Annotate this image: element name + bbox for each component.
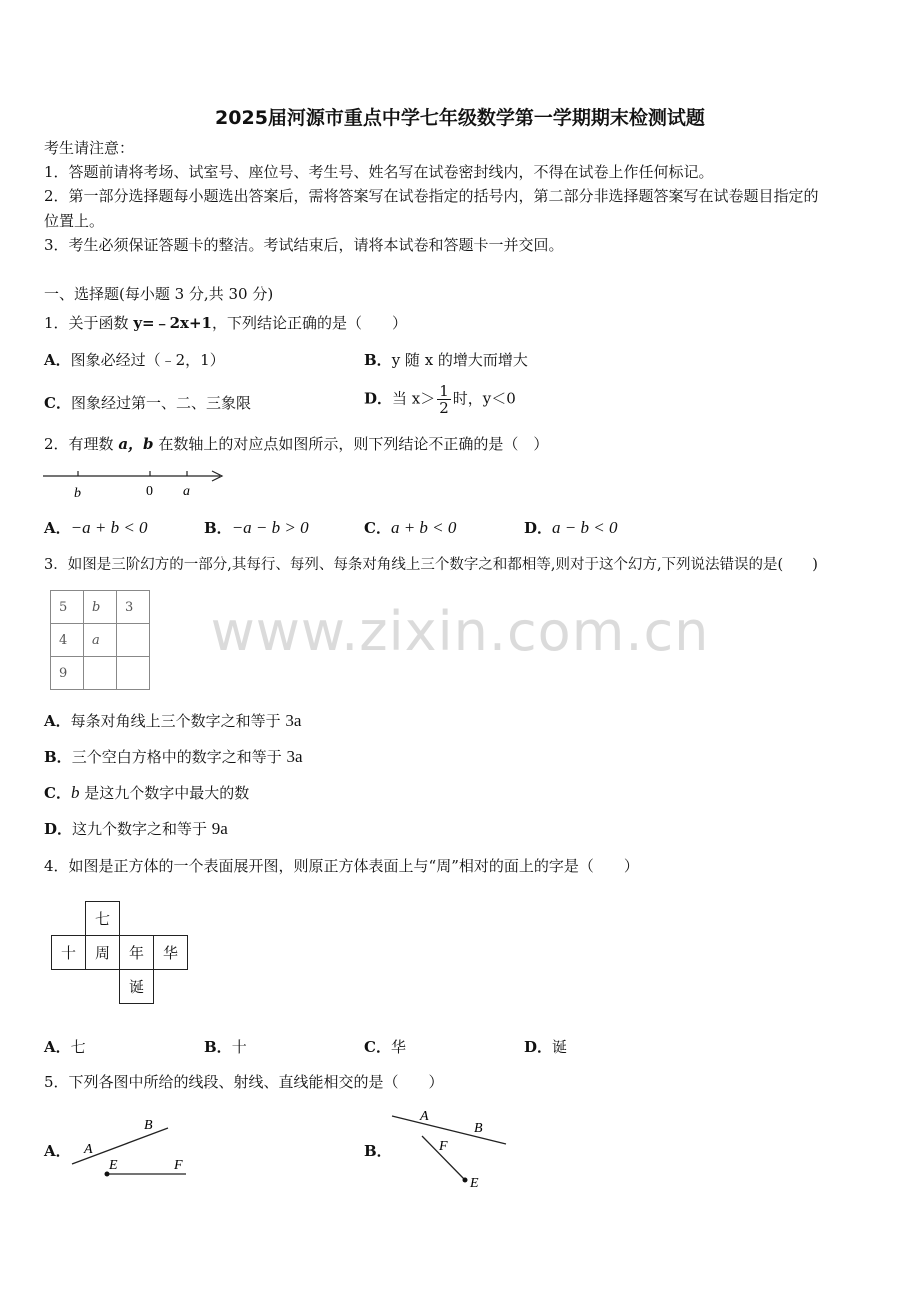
- q1-option-c[interactable]: [44, 393, 251, 413]
- notice-item-2-cont: 位置上。: [44, 212, 105, 230]
- label-b: B: [474, 1121, 483, 1136]
- q2-number-line: [40, 462, 230, 502]
- q2-option-a[interactable]: [44, 518, 148, 538]
- q3-option-c-label: C．: [44, 784, 71, 802]
- label-a: A: [84, 1142, 93, 1157]
- q2-option-c-label: C．: [364, 519, 391, 537]
- point-e: [463, 1178, 468, 1183]
- q1-option-d-text-a: 当 x＞: [392, 389, 436, 408]
- q3-option-a-math: 3a: [285, 711, 302, 730]
- q1-option-b[interactable]: [364, 350, 528, 370]
- q3-option-d-label: D．: [44, 820, 73, 838]
- grid-cell: [117, 624, 150, 657]
- q4-option-b-text: 十: [231, 1038, 247, 1056]
- page-title: 2025届河源市重点中学七年级数学第一学期期末检测试题: [215, 107, 705, 129]
- q5-figure-b: [388, 1104, 518, 1196]
- q3-magic-square: [50, 590, 150, 690]
- q1-stem-a: 关于函数: [68, 314, 134, 332]
- q4-number: 4．: [44, 857, 69, 875]
- q2-option-d[interactable]: [524, 518, 617, 538]
- q5-option-b-label[interactable]: B．: [364, 1142, 392, 1160]
- axis-label-b: b: [74, 486, 81, 501]
- q4-option-a[interactable]: [44, 1037, 86, 1057]
- q3-stem: 3．如图是三阶幻方的一部分,其每行、每列、每条对角线上三个数字之和都相等,则对于这个幻方,下列说法错误的是( ): [44, 557, 818, 573]
- net-empty: [52, 970, 86, 1004]
- fraction-denominator: 2: [439, 399, 449, 417]
- q4-option-a-label: A．: [44, 1038, 71, 1056]
- notice-item-2: 2．第一部分选择题每小题选出答案后，需将答案写在试卷指定的括号内，第二部分非选择题答案写在试卷题目指定的: [44, 187, 819, 205]
- grid-cell: 4: [51, 624, 84, 657]
- watermark: www.zixin.com.cn: [210, 600, 710, 663]
- q3-option-b-label: B．: [44, 748, 72, 766]
- notice-heading: 考生请注意：: [44, 139, 135, 157]
- grid-cell: [117, 657, 150, 690]
- q5-stem-text: 下列各图中所给的线段、射线、直线能相交的是（ ）: [68, 1073, 444, 1091]
- fraction-numerator: 1: [439, 382, 449, 400]
- q3-option-b-text: 三个空白方格中的数字之和等于: [71, 748, 287, 766]
- section-heading: 一、选择题(每小题 3 分,共 30 分): [44, 285, 274, 303]
- q2-option-b-text: −a − b > 0: [231, 518, 309, 537]
- q2-option-c[interactable]: [364, 518, 456, 538]
- label-f: F: [439, 1139, 448, 1154]
- notice-item-3: 3．考生必须保证答题卡的整洁。考试结束后，请将本试卷和答题卡一并交回。: [44, 236, 564, 254]
- axis-label-a: a: [183, 484, 190, 499]
- q2-option-c-text: a + b < 0: [390, 518, 457, 537]
- line-ab: [392, 1116, 506, 1144]
- q3-option-b[interactable]: [44, 747, 303, 767]
- q3-option-c-text: 是这九个数字中最大的数: [79, 784, 250, 802]
- q4-option-c-label: C．: [364, 1038, 391, 1056]
- notice-item-1: 1．答题前请将考场、试室号、座位号、考生号、姓名写在试卷密封线内，不得在试卷上作任何标记。: [44, 163, 714, 181]
- q5-stem: [44, 1072, 444, 1092]
- q2-stem-c: 在数轴上的对应点如图所示，则下列结论不正确的是（ ）: [153, 435, 549, 453]
- net-face-top: 七: [86, 902, 120, 936]
- q5-option-a-label[interactable]: A．: [44, 1142, 71, 1160]
- q4-option-b[interactable]: [204, 1037, 247, 1057]
- label-e: E: [470, 1176, 479, 1191]
- axis-label-0: 0: [146, 484, 153, 499]
- grid-cell: 9: [51, 657, 84, 690]
- grid-cell: 5: [51, 591, 84, 624]
- grid-cell: a: [84, 624, 117, 657]
- q2-vars: a，b: [118, 435, 154, 453]
- label-f: F: [174, 1158, 183, 1173]
- q3-option-d-text: 这九个数字之和等于: [72, 820, 212, 838]
- q4-option-c[interactable]: [364, 1037, 406, 1057]
- grid-cell: [84, 657, 117, 690]
- q1-option-d[interactable]: [364, 383, 516, 416]
- q2-number: 2．: [44, 435, 69, 453]
- net-face: 年: [120, 936, 154, 970]
- net-empty: [52, 902, 86, 936]
- q1-option-a[interactable]: [44, 350, 225, 370]
- q2-option-d-label: D．: [524, 519, 553, 537]
- q2-option-a-text: −a + b < 0: [70, 518, 148, 537]
- q3-option-d[interactable]: [44, 819, 228, 839]
- q1-stem: [44, 313, 407, 333]
- q3-option-c[interactable]: [44, 783, 249, 803]
- net-face: 十: [52, 936, 86, 970]
- q1-option-a-text: 图象必经过（﹣2，1）: [70, 351, 225, 369]
- q2-stem-a: 有理数: [68, 435, 119, 453]
- q4-option-c-text: 华: [390, 1038, 406, 1056]
- grid-cell: b: [84, 591, 117, 624]
- q2-option-b[interactable]: [204, 518, 309, 538]
- label-e: E: [109, 1158, 118, 1173]
- net-face-bottom: 诞: [120, 970, 154, 1004]
- q1-option-c-label: C．: [44, 394, 71, 412]
- grid-cell: 3: [117, 591, 150, 624]
- net-empty: [154, 970, 188, 1004]
- q3-option-a-label: A．: [44, 712, 71, 730]
- net-empty: [154, 902, 188, 936]
- q1-option-d-fraction: [437, 383, 451, 416]
- q3-option-b-math: 3a: [286, 747, 303, 766]
- q1-option-d-label: D．: [364, 389, 393, 408]
- q4-stem: [44, 856, 639, 876]
- q1-function: y=﹣2x+1: [133, 314, 212, 332]
- q4-option-d-text: 诞: [552, 1038, 568, 1056]
- label-a: A: [420, 1109, 429, 1124]
- q4-stem-text: 如图是正方体的一个表面展开图，则原正方体表面上与“周”相对的面上的字是（ ）: [68, 857, 639, 875]
- q2-stem: [44, 434, 548, 454]
- q2-option-b-label: B．: [204, 519, 232, 537]
- net-face: 周: [86, 936, 120, 970]
- q3-option-a-text: 每条对角线上三个数字之和等于: [70, 712, 286, 730]
- q4-option-d-label: D．: [524, 1038, 553, 1056]
- q3-option-d-math: 9a: [211, 819, 228, 838]
- q4-option-b-label: B．: [204, 1038, 232, 1056]
- q3-option-c-math: b: [70, 783, 80, 802]
- net-empty: [120, 902, 154, 936]
- q4-option-d[interactable]: [524, 1037, 567, 1057]
- net-empty: [86, 970, 120, 1004]
- q5-figure-a: [66, 1112, 196, 1182]
- q1-option-b-text: y 随 x 的增大而增大: [391, 351, 528, 369]
- q1-option-a-label: A．: [44, 351, 71, 369]
- q1-option-c-text: 图象经过第一、二、三象限: [70, 394, 251, 412]
- q5-number: 5．: [44, 1073, 69, 1091]
- q3-option-a[interactable]: [44, 711, 301, 731]
- q1-number: 1．: [44, 314, 69, 332]
- q4-option-a-text: 七: [70, 1038, 86, 1056]
- q1-stem-c: ，下列结论正确的是（ ）: [212, 314, 408, 332]
- q1-option-b-label: B．: [364, 351, 392, 369]
- label-b: B: [144, 1118, 153, 1133]
- q1-option-d-text-b: 时，y＜0: [452, 389, 516, 408]
- q2-option-a-label: A．: [44, 519, 71, 537]
- net-face: 华: [154, 936, 188, 970]
- q2-option-d-text: a − b < 0: [552, 518, 618, 537]
- q4-cube-net: [51, 901, 188, 1004]
